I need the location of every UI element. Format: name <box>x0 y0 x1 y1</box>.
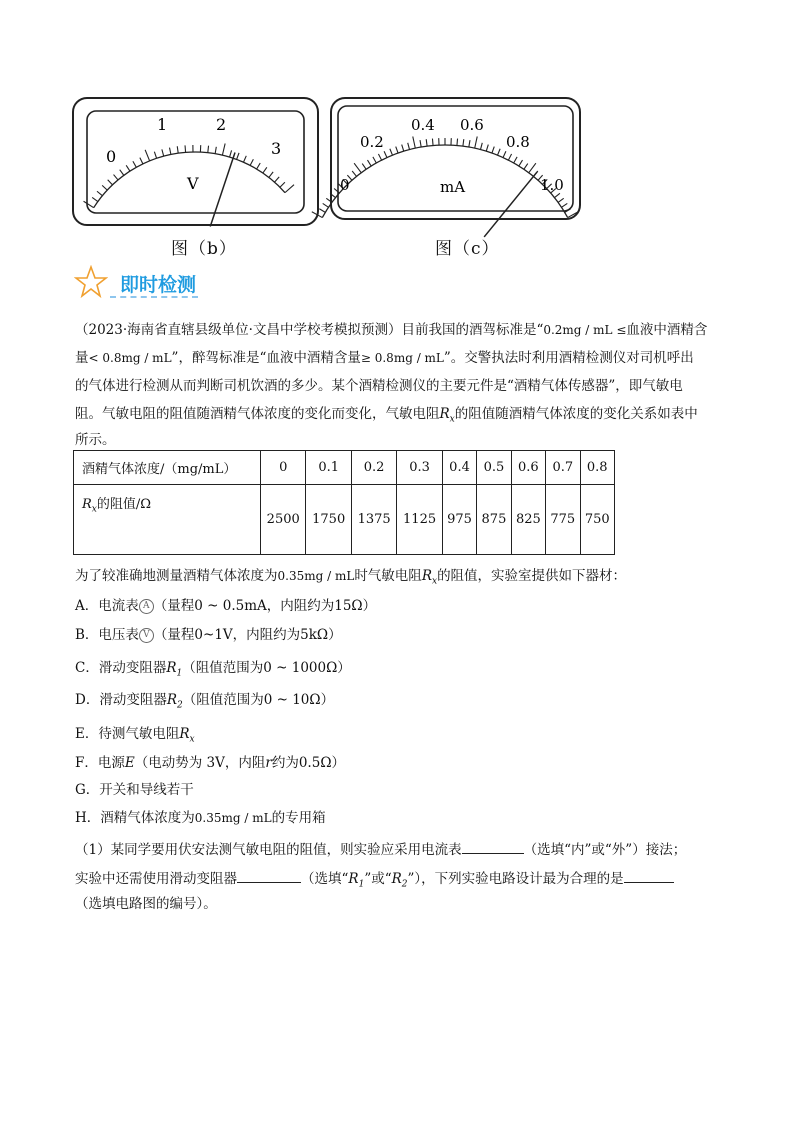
scale-tick <box>319 209 325 213</box>
conc-cell: 0.6 <box>511 451 545 485</box>
scale-tick <box>222 143 225 155</box>
section-underline <box>110 296 198 298</box>
answer-blank-3[interactable] <box>624 868 674 883</box>
scale-tick <box>185 145 186 152</box>
scale-tick <box>524 164 528 170</box>
scale-tick <box>402 145 404 152</box>
meter-b-tick-2: 2 <box>216 115 227 134</box>
scale-tick <box>519 160 523 166</box>
meter-c-tick-0: 0 <box>340 176 350 194</box>
meter-b-needle <box>210 153 235 227</box>
scale-tick <box>154 152 156 159</box>
scale-tick <box>492 147 494 154</box>
scale-tick <box>145 150 150 161</box>
item-c: C．滑动变阻器$R_1$（阻值范围为0 ~ 1000Ω） <box>75 660 351 679</box>
answer-blank-1[interactable] <box>462 839 524 854</box>
res-cell: 775 <box>546 485 580 555</box>
scale-tick <box>561 203 567 207</box>
scale-tick <box>486 145 488 152</box>
scale-tick <box>114 175 118 180</box>
meter-b-tick-0: 0 <box>106 147 117 166</box>
res-cell: 1125 <box>397 485 442 555</box>
scale-tick <box>237 153 239 160</box>
meter-c-tick-3: 0.6 <box>460 116 484 134</box>
scale-tick <box>413 136 416 148</box>
scale-tick <box>420 140 421 147</box>
scale-tick <box>408 143 410 150</box>
conc-cell: 0.1 <box>306 451 351 485</box>
scale-tick <box>373 157 376 163</box>
conc-cell: 0.8 <box>580 451 615 485</box>
scale-tick <box>503 151 506 157</box>
figure-c-caption: 图（c） <box>435 239 500 259</box>
scale-tick <box>162 149 164 156</box>
scale-tick <box>463 139 464 146</box>
scale-tick <box>558 198 564 202</box>
intro-line-5: 所示。 <box>75 432 116 448</box>
scale-tick <box>269 172 273 178</box>
conc-cell: 0.4 <box>442 451 476 485</box>
star-icon <box>74 265 108 299</box>
resistance-table <box>73 450 615 555</box>
res-cell: 1375 <box>351 485 396 555</box>
scale-tick <box>230 150 232 157</box>
scale-tick <box>352 171 356 176</box>
scale-tick <box>480 143 482 150</box>
scale-tick <box>529 163 536 173</box>
voltmeter-b <box>73 98 318 226</box>
scale-tick <box>384 151 387 157</box>
intro-line-2: 量< 0.8mg / mL”，醉驾标准是“血液中酒精含量≥ 0.8mg / mL”。交警执法时利用酒精检测仪对司机呼出 <box>75 350 694 366</box>
scale-tick <box>263 167 267 173</box>
res-cell: 1750 <box>306 485 351 555</box>
conc-cell: 0.3 <box>397 451 442 485</box>
item-g: G．开关和导线若干 <box>75 782 194 798</box>
intro-line-3: 的气体进行检测从而判断司机饮酒的多少。某个酒精检测仪的主要元件是“酒精气体传感器”，即气敏电 <box>75 378 683 394</box>
scale-tick <box>102 185 107 190</box>
scale-tick <box>354 163 361 173</box>
scale-tick <box>508 154 511 160</box>
scale-tick <box>84 201 94 207</box>
scale-tick <box>126 165 130 171</box>
intro-line-4: 阻。气敏电阻的阻值随酒精气体浓度的变化而变化，气敏电阻$R_x$的阻值随酒精气体浓度的变化关系如表中 <box>75 406 698 425</box>
resistance-header: $R_x$的阻值/Ω <box>74 485 261 555</box>
scale-tick <box>170 148 171 155</box>
scale-tick <box>426 139 427 146</box>
res-cell: 750 <box>580 485 615 555</box>
item-f: F．电源E（电动势为 3V，内阻r约为0.5Ω） <box>75 755 346 771</box>
scale-tick <box>285 185 294 193</box>
conc-cell: 0.2 <box>351 451 396 485</box>
question-line-2: 实验中还需使用滑动变阻器 （选填“$R_1$”或“$R_2$”），下列实验电路设计最为合理的是 <box>75 867 775 890</box>
milliammeter-c <box>312 98 580 237</box>
ammeter-icon: A <box>139 599 154 614</box>
scale-tick <box>378 154 381 160</box>
scale-tick <box>208 146 209 153</box>
item-e: E．待测气敏电阻$R_x$ <box>75 726 195 745</box>
meter-c-needle <box>484 172 537 237</box>
scale-tick <box>257 163 261 169</box>
item-a: A．电流表 A （量程0 ~ 0.5mA，内阻约为15Ω） <box>75 598 377 614</box>
res-cell: 2500 <box>261 485 306 555</box>
scale-tick <box>177 146 178 153</box>
meter-b-tick-3: 3 <box>271 139 282 158</box>
resistance-row <box>74 485 615 555</box>
meter-c-tick-1: 0.2 <box>360 133 384 151</box>
meter-c-unit: mA <box>440 178 466 196</box>
meter-b-unit: V <box>187 174 199 193</box>
scale-tick <box>469 140 470 147</box>
concentration-row <box>74 451 615 485</box>
conc-cell: 0 <box>261 451 306 485</box>
scale-tick <box>108 180 113 185</box>
scale-tick <box>275 177 280 182</box>
question-line-3: （选填电路图的编号）。 <box>75 896 217 912</box>
item-h: H．酒精气体浓度为0.35mg / mL的专用箱 <box>75 810 326 826</box>
meter-c-tick-5: 1.0 <box>540 176 564 194</box>
figure-b-caption: 图（b） <box>171 239 237 259</box>
intro-line-1: （2023·海南省直辖县级单位·文昌中学校考模拟预测）目前我国的酒驾标准是“0.2mg / mL ≤血液中酒精含 <box>75 322 708 338</box>
scale-tick <box>390 149 393 155</box>
scale-tick <box>140 158 143 164</box>
res-cell: 825 <box>511 485 545 555</box>
res-cell: 975 <box>442 485 476 555</box>
scale-tick <box>92 197 98 201</box>
item-d: D．滑动变阻器$R_2$（阻值范围为0 ~ 10Ω） <box>75 692 335 711</box>
scale-tick <box>362 164 366 170</box>
meters-figure <box>0 0 800 270</box>
section-title: 即时检测 <box>120 274 197 296</box>
voltmeter-icon: V <box>139 628 154 643</box>
meter-c-tick-2: 0.4 <box>411 116 435 134</box>
scale-tick <box>432 139 433 146</box>
scale-tick <box>250 159 253 165</box>
question-line-1: （1）某同学要用伏安法测气敏电阻的阻值，则实验应采用电流表 （选填“内”或“外”）接法； <box>75 838 775 858</box>
conc-cell: 0.5 <box>477 451 511 485</box>
res-cell: 875 <box>477 485 511 555</box>
scale-tick <box>514 157 517 163</box>
meter-c-tick-4: 0.8 <box>506 133 530 151</box>
conc-cell: 0.7 <box>546 451 580 485</box>
scale-tick <box>215 147 216 154</box>
answer-blank-2[interactable] <box>237 868 301 883</box>
scale-tick <box>396 147 398 154</box>
scale-tick <box>498 149 501 155</box>
concentration-header: 酒精气体浓度/（mg/mL） <box>74 451 261 485</box>
scale-tick <box>97 191 102 195</box>
scale-tick <box>457 139 458 146</box>
meter-b-tick-1: 1 <box>157 115 168 134</box>
scale-tick <box>243 156 246 162</box>
scale-tick <box>323 203 329 207</box>
scale-tick <box>280 182 285 187</box>
scale-tick <box>120 170 124 176</box>
item-b: B．电压表 V （量程0~1V，内阻约为5kΩ） <box>75 627 342 643</box>
task-line: 为了较准确地测量酒精气体浓度为0.35mg / mL时气敏电阻$R_x$的阻值，实验室提供如下器材： <box>75 568 627 587</box>
scale-tick <box>133 161 136 167</box>
scale-tick <box>475 136 478 148</box>
scale-tick <box>367 160 371 166</box>
